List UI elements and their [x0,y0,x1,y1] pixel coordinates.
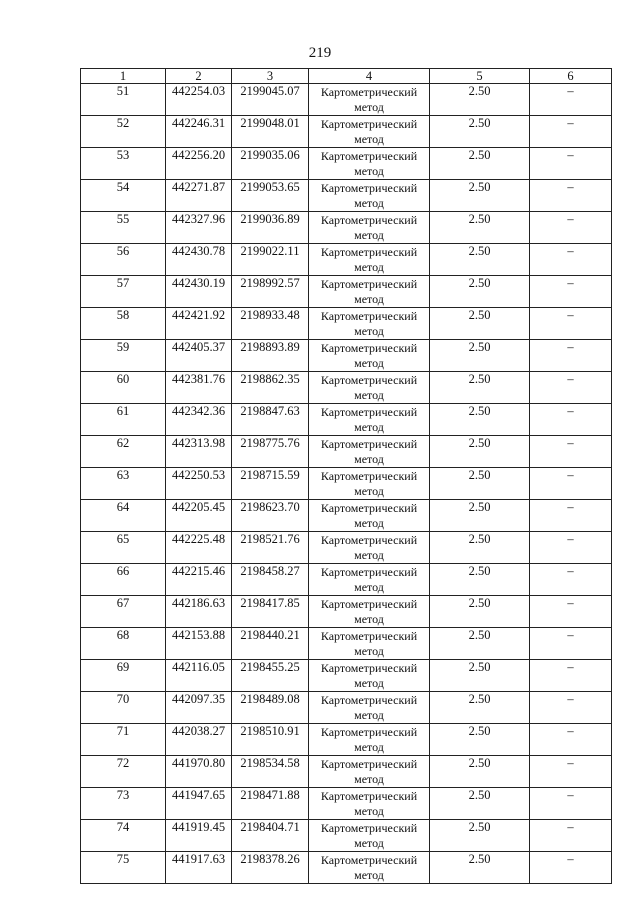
note-cell: – [530,244,612,276]
y-coordinate-cell: 2198458.27 [232,564,309,596]
error-cell: 2.50 [430,404,530,436]
method-cell [309,404,430,436]
error-cell: 2.50 [430,372,530,404]
y-coordinate-cell: 2198775.76 [232,436,309,468]
method-cell [309,212,430,244]
table-row [81,468,612,500]
x-coordinate-cell: 442430.78 [166,244,232,276]
x-coordinate-cell: 442256.20 [166,148,232,180]
method-line-2: метод [354,356,384,370]
point-number-cell: 66 [81,564,166,596]
method-line-2: метод [354,228,384,242]
x-coordinate-cell: 442313.98 [166,436,232,468]
error-cell: 2.50 [430,788,530,820]
table-row [81,116,612,148]
note-cell: – [530,468,612,500]
point-number-cell: 73 [81,788,166,820]
table-row [81,148,612,180]
method-line-1: Картометрический [320,821,418,835]
note-cell: – [530,372,612,404]
table-row [81,436,612,468]
method-line-1: Картометрический [320,533,418,547]
note-cell: – [530,180,612,212]
x-coordinate-cell: 442327.96 [166,212,232,244]
method-line-1: Картометрический [320,309,418,323]
error-cell: 2.50 [430,852,530,884]
table-row [81,596,612,628]
y-coordinate-cell: 2199053.65 [232,180,309,212]
y-coordinate-cell: 2198521.76 [232,532,309,564]
y-coordinate-cell: 2198404.71 [232,820,309,852]
table-header [81,69,612,84]
column-header-2: 2 [166,69,232,84]
method-line-1: Картометрический [320,277,418,291]
method-cell [309,276,430,308]
point-number-cell: 63 [81,468,166,500]
method-line-1: Картометрический [320,181,418,195]
point-number-cell: 71 [81,724,166,756]
method-line-2: метод [354,452,384,466]
method-cell [309,628,430,660]
y-coordinate-cell: 2198893.89 [232,340,309,372]
point-number-cell: 51 [81,84,166,116]
y-coordinate-cell: 2198862.35 [232,372,309,404]
y-coordinate-cell: 2199035.06 [232,148,309,180]
column-header-4: 4 [309,69,430,84]
method-cell [309,692,430,724]
y-coordinate-cell: 2199045.07 [232,84,309,116]
note-cell: – [530,84,612,116]
method-line-2: метод [354,164,384,178]
note-cell: – [530,340,612,372]
note-cell: – [530,308,612,340]
method-cell [309,308,430,340]
method-line-2: метод [354,100,384,114]
method-line-2: метод [354,484,384,498]
y-coordinate-cell: 2198623.70 [232,500,309,532]
table-row [81,532,612,564]
table-row [81,212,612,244]
y-coordinate-cell: 2198715.59 [232,468,309,500]
table-row [81,724,612,756]
method-line-2: метод [354,836,384,850]
method-line-1: Картометрический [320,85,418,99]
error-cell: 2.50 [430,84,530,116]
error-cell: 2.50 [430,116,530,148]
x-coordinate-cell: 442271.87 [166,180,232,212]
note-cell: – [530,756,612,788]
error-cell: 2.50 [430,724,530,756]
error-cell: 2.50 [430,244,530,276]
table-row [81,404,612,436]
method-line-2: метод [354,580,384,594]
point-number-cell: 55 [81,212,166,244]
coordinates-table [80,68,612,884]
error-cell: 2.50 [430,532,530,564]
method-line-2: метод [354,676,384,690]
error-cell: 2.50 [430,308,530,340]
method-line-2: метод [354,612,384,626]
method-cell [309,532,430,564]
method-cell [309,756,430,788]
x-coordinate-cell: 442097.35 [166,692,232,724]
method-line-1: Картометрический [320,629,418,643]
method-line-1: Картометрический [320,789,418,803]
point-number-cell: 69 [81,660,166,692]
method-line-1: Картометрический [320,469,418,483]
y-coordinate-cell: 2198378.26 [232,852,309,884]
point-number-cell: 70 [81,692,166,724]
table-row [81,372,612,404]
point-number-cell: 74 [81,820,166,852]
method-cell [309,724,430,756]
table-row [81,276,612,308]
method-line-2: метод [354,292,384,306]
error-cell: 2.50 [430,468,530,500]
method-line-2: метод [354,132,384,146]
table-row [81,564,612,596]
x-coordinate-cell: 442116.05 [166,660,232,692]
point-number-cell: 65 [81,532,166,564]
point-number-cell: 72 [81,756,166,788]
table-row [81,788,612,820]
y-coordinate-cell: 2198440.21 [232,628,309,660]
method-cell [309,116,430,148]
note-cell: – [530,212,612,244]
method-line-2: метод [354,644,384,658]
y-coordinate-cell: 2198417.85 [232,596,309,628]
table-row [81,84,612,116]
method-line-2: метод [354,868,384,882]
y-coordinate-cell: 2199022.11 [232,244,309,276]
column-header-6: 6 [530,69,612,84]
method-line-2: метод [354,708,384,722]
error-cell: 2.50 [430,276,530,308]
error-cell: 2.50 [430,564,530,596]
note-cell: – [530,532,612,564]
x-coordinate-cell: 442342.36 [166,404,232,436]
x-coordinate-cell: 442381.76 [166,372,232,404]
y-coordinate-cell: 2198933.48 [232,308,309,340]
table-row [81,820,612,852]
method-cell [309,852,430,884]
y-coordinate-cell: 2198471.88 [232,788,309,820]
x-coordinate-cell: 442405.37 [166,340,232,372]
point-number-cell: 68 [81,628,166,660]
column-header-3: 3 [232,69,309,84]
x-coordinate-cell: 442153.88 [166,628,232,660]
method-line-2: метод [354,804,384,818]
method-line-1: Картометрический [320,853,418,867]
y-coordinate-cell: 2199048.01 [232,116,309,148]
table-row [81,308,612,340]
header-row [81,69,612,84]
point-number-cell: 53 [81,148,166,180]
method-line-2: метод [354,740,384,754]
error-cell: 2.50 [430,756,530,788]
error-cell: 2.50 [430,660,530,692]
column-header-5: 5 [430,69,530,84]
point-number-cell: 67 [81,596,166,628]
method-line-1: Картометрический [320,341,418,355]
method-line-1: Картометрический [320,565,418,579]
method-line-2: метод [354,324,384,338]
note-cell: – [530,852,612,884]
point-number-cell: 61 [81,404,166,436]
method-cell [309,820,430,852]
note-cell: – [530,276,612,308]
x-coordinate-cell: 442186.63 [166,596,232,628]
error-cell: 2.50 [430,180,530,212]
x-coordinate-cell: 441919.45 [166,820,232,852]
error-cell: 2.50 [430,340,530,372]
method-cell [309,244,430,276]
y-coordinate-cell: 2198992.57 [232,276,309,308]
error-cell: 2.50 [430,820,530,852]
point-number-cell: 75 [81,852,166,884]
column-header-1: 1 [81,69,166,84]
error-cell: 2.50 [430,212,530,244]
method-cell [309,372,430,404]
method-line-1: Картометрический [320,373,418,387]
x-coordinate-cell: 442038.27 [166,724,232,756]
method-cell [309,340,430,372]
point-number-cell: 58 [81,308,166,340]
error-cell: 2.50 [430,596,530,628]
note-cell: – [530,564,612,596]
method-cell [309,148,430,180]
table-row [81,500,612,532]
point-number-cell: 57 [81,276,166,308]
y-coordinate-cell: 2198489.08 [232,692,309,724]
table-row [81,660,612,692]
page-number: 219 [308,45,332,61]
method-line-1: Картометрический [320,725,418,739]
method-cell [309,788,430,820]
method-cell [309,468,430,500]
x-coordinate-cell: 442225.48 [166,532,232,564]
x-coordinate-cell: 442430.19 [166,276,232,308]
point-number-cell: 56 [81,244,166,276]
method-line-1: Картометрический [320,117,418,131]
method-cell [309,564,430,596]
error-cell: 2.50 [430,148,530,180]
table-body [81,84,612,884]
error-cell: 2.50 [430,500,530,532]
point-number-cell: 59 [81,340,166,372]
error-cell: 2.50 [430,628,530,660]
point-number-cell: 64 [81,500,166,532]
point-number-cell: 54 [81,180,166,212]
note-cell: – [530,692,612,724]
y-coordinate-cell: 2198455.25 [232,660,309,692]
method-line-1: Картометрический [320,437,418,451]
note-cell: – [530,500,612,532]
note-cell: – [530,596,612,628]
note-cell: – [530,660,612,692]
x-coordinate-cell: 441947.65 [166,788,232,820]
method-line-2: метод [354,196,384,210]
method-line-1: Картометрический [320,757,418,771]
method-line-1: Картометрический [320,693,418,707]
table-row [81,180,612,212]
method-line-2: метод [354,260,384,274]
method-cell [309,436,430,468]
method-cell [309,596,430,628]
method-line-2: метод [354,516,384,530]
table-row [81,244,612,276]
method-cell [309,660,430,692]
x-coordinate-cell: 442421.92 [166,308,232,340]
method-line-2: метод [354,548,384,562]
x-coordinate-cell: 442215.46 [166,564,232,596]
point-number-cell: 62 [81,436,166,468]
method-cell [309,500,430,532]
method-line-2: метод [354,388,384,402]
note-cell: – [530,404,612,436]
x-coordinate-cell: 442254.03 [166,84,232,116]
y-coordinate-cell: 2198534.58 [232,756,309,788]
y-coordinate-cell: 2198510.91 [232,724,309,756]
note-cell: – [530,820,612,852]
table-row [81,692,612,724]
error-cell: 2.50 [430,436,530,468]
method-line-1: Картометрический [320,501,418,515]
method-line-1: Картометрический [320,213,418,227]
x-coordinate-cell: 442205.45 [166,500,232,532]
note-cell: – [530,788,612,820]
x-coordinate-cell: 442246.31 [166,116,232,148]
method-line-2: метод [354,772,384,786]
table-row [81,756,612,788]
x-coordinate-cell: 442250.53 [166,468,232,500]
table-row [81,852,612,884]
method-line-1: Картометрический [320,245,418,259]
x-coordinate-cell: 441917.63 [166,852,232,884]
method-line-1: Картометрический [320,661,418,675]
table-row [81,628,612,660]
y-coordinate-cell: 2199036.89 [232,212,309,244]
method-line-2: метод [354,420,384,434]
point-number-cell: 52 [81,116,166,148]
method-cell [309,180,430,212]
method-line-1: Картометрический [320,149,418,163]
note-cell: – [530,628,612,660]
method-line-1: Картометрический [320,597,418,611]
y-coordinate-cell: 2198847.63 [232,404,309,436]
note-cell: – [530,148,612,180]
error-cell: 2.50 [430,692,530,724]
method-line-1: Картометрический [320,405,418,419]
table-row [81,340,612,372]
note-cell: – [530,116,612,148]
x-coordinate-cell: 441970.80 [166,756,232,788]
note-cell: – [530,436,612,468]
method-cell [309,84,430,116]
note-cell: – [530,724,612,756]
point-number-cell: 60 [81,372,166,404]
